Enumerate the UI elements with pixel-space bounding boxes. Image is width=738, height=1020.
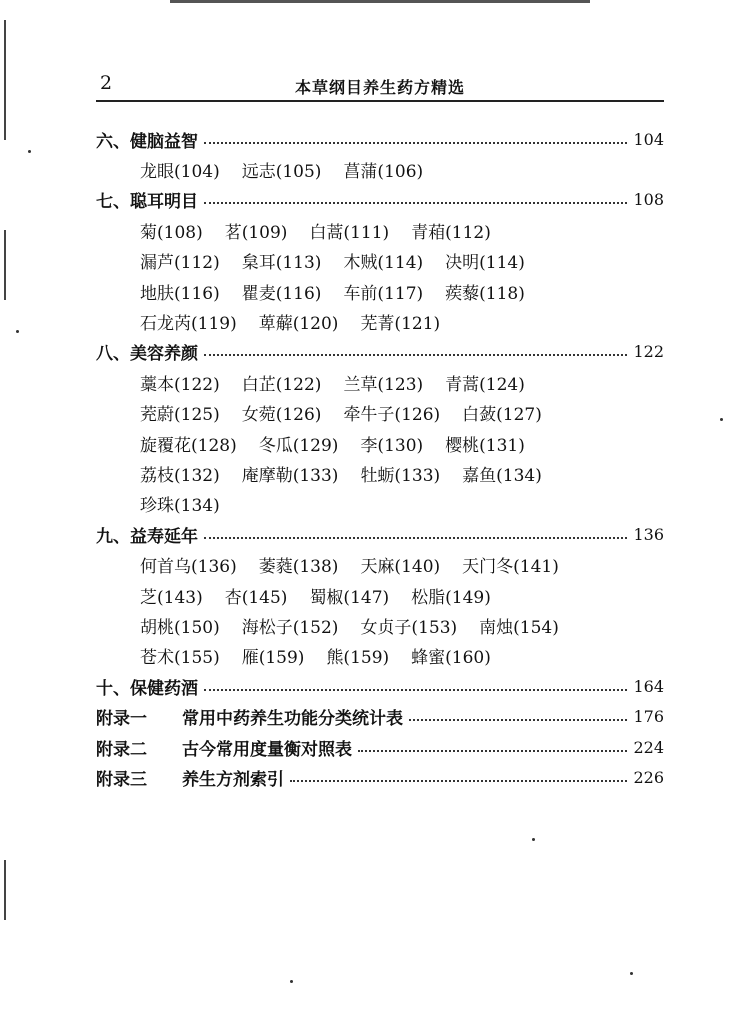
appendix-title: 常用中药养生功能分类统计表 — [182, 709, 403, 730]
toc-item-line — [96, 398, 664, 428]
page-ref: 136 — [633, 524, 664, 544]
scan-edge-top — [170, 0, 590, 3]
herb-entry[interactable]: 冬瓜(129) — [258, 435, 339, 456]
herb-entry[interactable]: 决明(114) — [445, 253, 525, 274]
page-header — [96, 68, 664, 102]
scan-speck — [532, 838, 535, 841]
page-ref: 108 — [633, 190, 664, 210]
toc-item-line — [96, 641, 664, 671]
herb-entry[interactable]: 松脂(149) — [411, 587, 491, 608]
herb-entry[interactable]: 苍术(155) — [140, 648, 220, 669]
herb-entry[interactable]: 杏(145) — [224, 587, 288, 608]
toc-item-line — [96, 367, 664, 397]
herb-entry[interactable]: 菖蒲(106) — [343, 162, 424, 183]
herb-entry[interactable]: 车前(117) — [343, 283, 424, 304]
toc-item-line — [96, 549, 664, 579]
scan-speck — [28, 150, 31, 153]
section-title: 六、健脑益智 — [96, 131, 198, 152]
toc-item-line — [96, 458, 664, 488]
appendix-label: 附录二 — [96, 739, 147, 760]
page-ref: 122 — [633, 342, 664, 362]
herb-entry[interactable]: 蒺藜(118) — [445, 283, 525, 304]
appendix-title: 养生方剂索引 — [182, 769, 284, 790]
toc-item-line — [96, 246, 664, 276]
scan-speck — [16, 330, 19, 333]
dot-leader — [290, 779, 627, 782]
scan-edge-left — [4, 860, 6, 920]
herb-entry[interactable]: 石龙芮(119) — [140, 314, 237, 335]
herb-entry[interactable]: 菊(108) — [140, 222, 203, 243]
toc-appendix-entry[interactable] — [96, 732, 664, 762]
herb-entry[interactable]: 珍珠(134) — [140, 496, 220, 517]
table-of-contents — [96, 124, 664, 793]
section-title: 七、聪耳明目 — [96, 192, 198, 213]
herb-entry[interactable]: 兰草(123) — [343, 374, 424, 395]
appendix-heading — [96, 735, 352, 760]
toc-item-line — [96, 215, 664, 245]
herb-entry[interactable]: 雁(159) — [241, 648, 305, 669]
herb-entry[interactable]: 嘉鱼(134) — [462, 465, 542, 486]
book-title: 本草纲目养生药方精选 — [294, 78, 465, 97]
scan-speck — [720, 418, 723, 421]
herb-entry[interactable]: 芝(143) — [140, 587, 203, 608]
toc-appendix-entry[interactable] — [96, 701, 664, 731]
herb-entry[interactable]: 牵牛子(126) — [343, 405, 441, 426]
appendix-heading — [96, 765, 284, 790]
toc-appendix-entry[interactable] — [96, 762, 664, 792]
section-title: 八、美容养颜 — [96, 344, 198, 365]
herb-entry[interactable]: 藁本(122) — [140, 374, 220, 395]
scan-speck — [290, 980, 293, 983]
page-ref: 176 — [633, 707, 664, 727]
herb-entry[interactable]: 蜂蜜(160) — [411, 648, 491, 669]
herb-entry[interactable]: 萎蕤(138) — [258, 557, 339, 578]
herb-entry[interactable]: 熊(159) — [326, 648, 390, 669]
herb-entry[interactable]: 地肤(116) — [140, 283, 220, 304]
herb-entry[interactable]: 李(130) — [360, 435, 424, 456]
appendix-heading — [96, 704, 403, 729]
herb-entry[interactable]: 芜菁(121) — [360, 314, 441, 335]
herb-entry[interactable]: 天门冬(141) — [462, 557, 559, 578]
toc-section-entry[interactable] — [96, 519, 664, 549]
page-ref: 164 — [633, 676, 664, 696]
dot-leader — [204, 201, 627, 204]
herb-entry[interactable]: 天麻(140) — [360, 557, 441, 578]
appendix-label: 附录一 — [96, 709, 147, 730]
appendix-title: 古今常用度量衡对照表 — [182, 739, 352, 760]
herb-entry[interactable]: 远志(105) — [241, 162, 322, 183]
herb-entry[interactable]: 白蔹(127) — [462, 405, 542, 426]
herb-entry[interactable]: 萆薢(120) — [258, 314, 339, 335]
herb-entry[interactable]: 青葙(112) — [411, 222, 491, 243]
section-title: 九、益寿延年 — [96, 526, 198, 547]
appendix-label: 附录三 — [96, 769, 147, 790]
herb-entry[interactable]: 胡桃(150) — [140, 617, 220, 638]
herb-entry[interactable]: 荔枝(132) — [140, 465, 220, 486]
herb-entry[interactable]: 枲耳(113) — [241, 253, 322, 274]
dot-leader — [204, 536, 627, 539]
herb-entry[interactable]: 瞿麦(116) — [241, 283, 322, 304]
herb-entry[interactable]: 白芷(122) — [241, 374, 322, 395]
herb-entry[interactable]: 旋覆花(128) — [140, 435, 237, 456]
herb-entry[interactable]: 南烛(154) — [479, 617, 559, 638]
page-ref: 226 — [633, 767, 664, 787]
page-number: 2 — [100, 72, 113, 94]
toc-item-line — [96, 580, 664, 610]
herb-entry[interactable]: 牡蛎(133) — [360, 465, 441, 486]
herb-entry[interactable]: 蜀椒(147) — [309, 587, 390, 608]
herb-entry[interactable]: 女贞子(153) — [360, 617, 458, 638]
herb-entry[interactable]: 庵摩勒(133) — [241, 465, 339, 486]
herb-entry[interactable]: 木贼(114) — [343, 253, 424, 274]
page-ref: 224 — [633, 737, 664, 757]
toc-item-line — [96, 489, 664, 519]
scan-speck — [630, 972, 633, 975]
herb-entry[interactable]: 漏芦(112) — [140, 253, 220, 274]
herb-entry[interactable]: 何首乌(136) — [140, 557, 237, 578]
toc-section-entry[interactable] — [96, 337, 664, 367]
herb-entry[interactable]: 海松子(152) — [241, 617, 339, 638]
herb-entry[interactable]: 茗(109) — [224, 222, 288, 243]
herb-entry[interactable]: 樱桃(131) — [445, 435, 525, 456]
toc-item-line — [96, 154, 664, 184]
toc-section-entry[interactable] — [96, 124, 664, 154]
dot-leader — [204, 141, 627, 144]
dot-leader — [204, 688, 627, 691]
toc-section-entry[interactable] — [96, 671, 664, 701]
dot-leader — [358, 749, 627, 752]
toc-section-entry[interactable] — [96, 185, 664, 215]
herb-entry[interactable]: 女菀(126) — [241, 405, 322, 426]
herb-entry[interactable]: 青蒿(124) — [445, 374, 525, 395]
herb-entry[interactable]: 龙眼(104) — [140, 162, 220, 183]
toc-item-line — [96, 306, 664, 336]
scan-edge-left — [4, 20, 6, 140]
herb-entry[interactable]: 白蒿(111) — [309, 222, 390, 243]
dot-leader — [204, 353, 627, 356]
dot-leader — [409, 718, 627, 721]
page-ref: 104 — [633, 129, 664, 149]
herb-entry[interactable]: 茺蔚(125) — [140, 405, 220, 426]
scan-edge-left — [4, 230, 6, 300]
toc-item-line — [96, 610, 664, 640]
section-title: 十、保健药酒 — [96, 678, 198, 699]
toc-item-line — [96, 276, 664, 306]
toc-item-line — [96, 428, 664, 458]
